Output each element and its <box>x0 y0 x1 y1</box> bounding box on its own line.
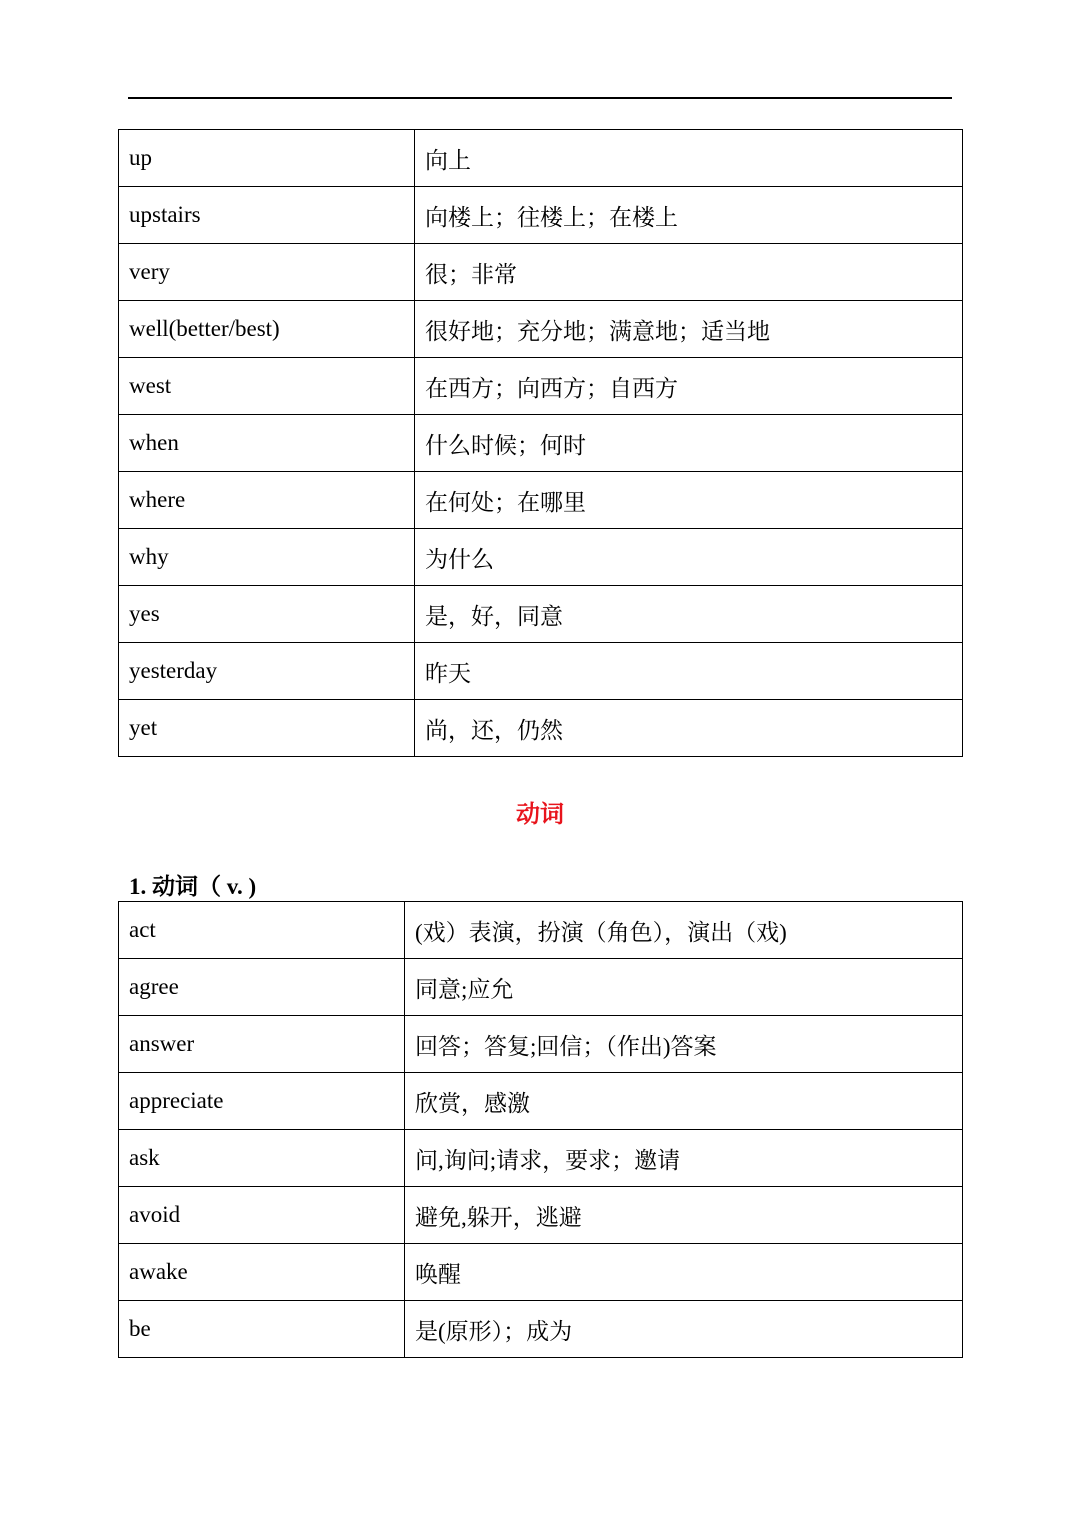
vocab-table-adverbs <box>118 129 963 757</box>
table-row <box>119 586 963 643</box>
meaning-cell: 在西方；向西方；自西方 <box>415 358 963 415</box>
table-row <box>119 902 963 959</box>
word-cell: act <box>119 902 405 959</box>
meaning-cell: 在何处；在哪里 <box>415 472 963 529</box>
subsection-title: 1. 动词（ v. ) <box>129 874 257 899</box>
meaning-cell: 什么时候；何时 <box>415 415 963 472</box>
word-cell: appreciate <box>119 1073 405 1130</box>
table-row <box>119 301 963 358</box>
word-cell: be <box>119 1301 405 1358</box>
word-cell: ask <box>119 1130 405 1187</box>
word-cell: yesterday <box>119 643 415 700</box>
table-row <box>119 358 963 415</box>
word-cell: when <box>119 415 415 472</box>
vocab-table-verbs <box>118 901 963 1358</box>
meaning-cell: 欣赏，感激 <box>405 1073 963 1130</box>
meaning-cell: 很；非常 <box>415 244 963 301</box>
table-row <box>119 1016 963 1073</box>
meaning-cell: 向楼上；往楼上；在楼上 <box>415 187 963 244</box>
meaning-cell: 唤醒 <box>405 1244 963 1301</box>
meaning-cell: 尚，还，仍然 <box>415 700 963 757</box>
word-cell: avoid <box>119 1187 405 1244</box>
meaning-cell: 昨天 <box>415 643 963 700</box>
table-row <box>119 700 963 757</box>
table-row <box>119 959 963 1016</box>
word-cell: yes <box>119 586 415 643</box>
meaning-cell: 是，好，同意 <box>415 586 963 643</box>
header-rule <box>128 97 952 99</box>
word-cell: awake <box>119 1244 405 1301</box>
table-row <box>119 1187 963 1244</box>
table-row <box>119 1073 963 1130</box>
word-cell: up <box>119 130 415 187</box>
meaning-cell: 很好地；充分地；满意地；适当地 <box>415 301 963 358</box>
meaning-cell: 问,询问;请求，要求；邀请 <box>405 1130 963 1187</box>
table-row <box>119 643 963 700</box>
word-cell: upstairs <box>119 187 415 244</box>
meaning-cell: 向上 <box>415 130 963 187</box>
table-row <box>119 130 963 187</box>
meaning-cell: 同意;应允 <box>405 959 963 1016</box>
table-row <box>119 472 963 529</box>
meaning-cell: 是(原形）；成为 <box>405 1301 963 1358</box>
table-row <box>119 244 963 301</box>
word-cell: where <box>119 472 415 529</box>
word-cell: answer <box>119 1016 405 1073</box>
meaning-cell: 回答；答复;回信；（作出)答案 <box>405 1016 963 1073</box>
word-cell: west <box>119 358 415 415</box>
meaning-cell: (戏）表演，扮演（角色），演出（戏) <box>405 902 963 959</box>
word-cell: very <box>119 244 415 301</box>
word-cell: yet <box>119 700 415 757</box>
section-title: 动词 <box>516 800 564 828</box>
table-row <box>119 1130 963 1187</box>
word-cell: agree <box>119 959 405 1016</box>
meaning-cell: 避免,躲开，逃避 <box>405 1187 963 1244</box>
table-row <box>119 1244 963 1301</box>
table-row <box>119 415 963 472</box>
table-row <box>119 529 963 586</box>
word-cell: well(better/best) <box>119 301 415 358</box>
word-cell: why <box>119 529 415 586</box>
table-row <box>119 187 963 244</box>
meaning-cell: 为什么 <box>415 529 963 586</box>
table-row <box>119 1301 963 1358</box>
